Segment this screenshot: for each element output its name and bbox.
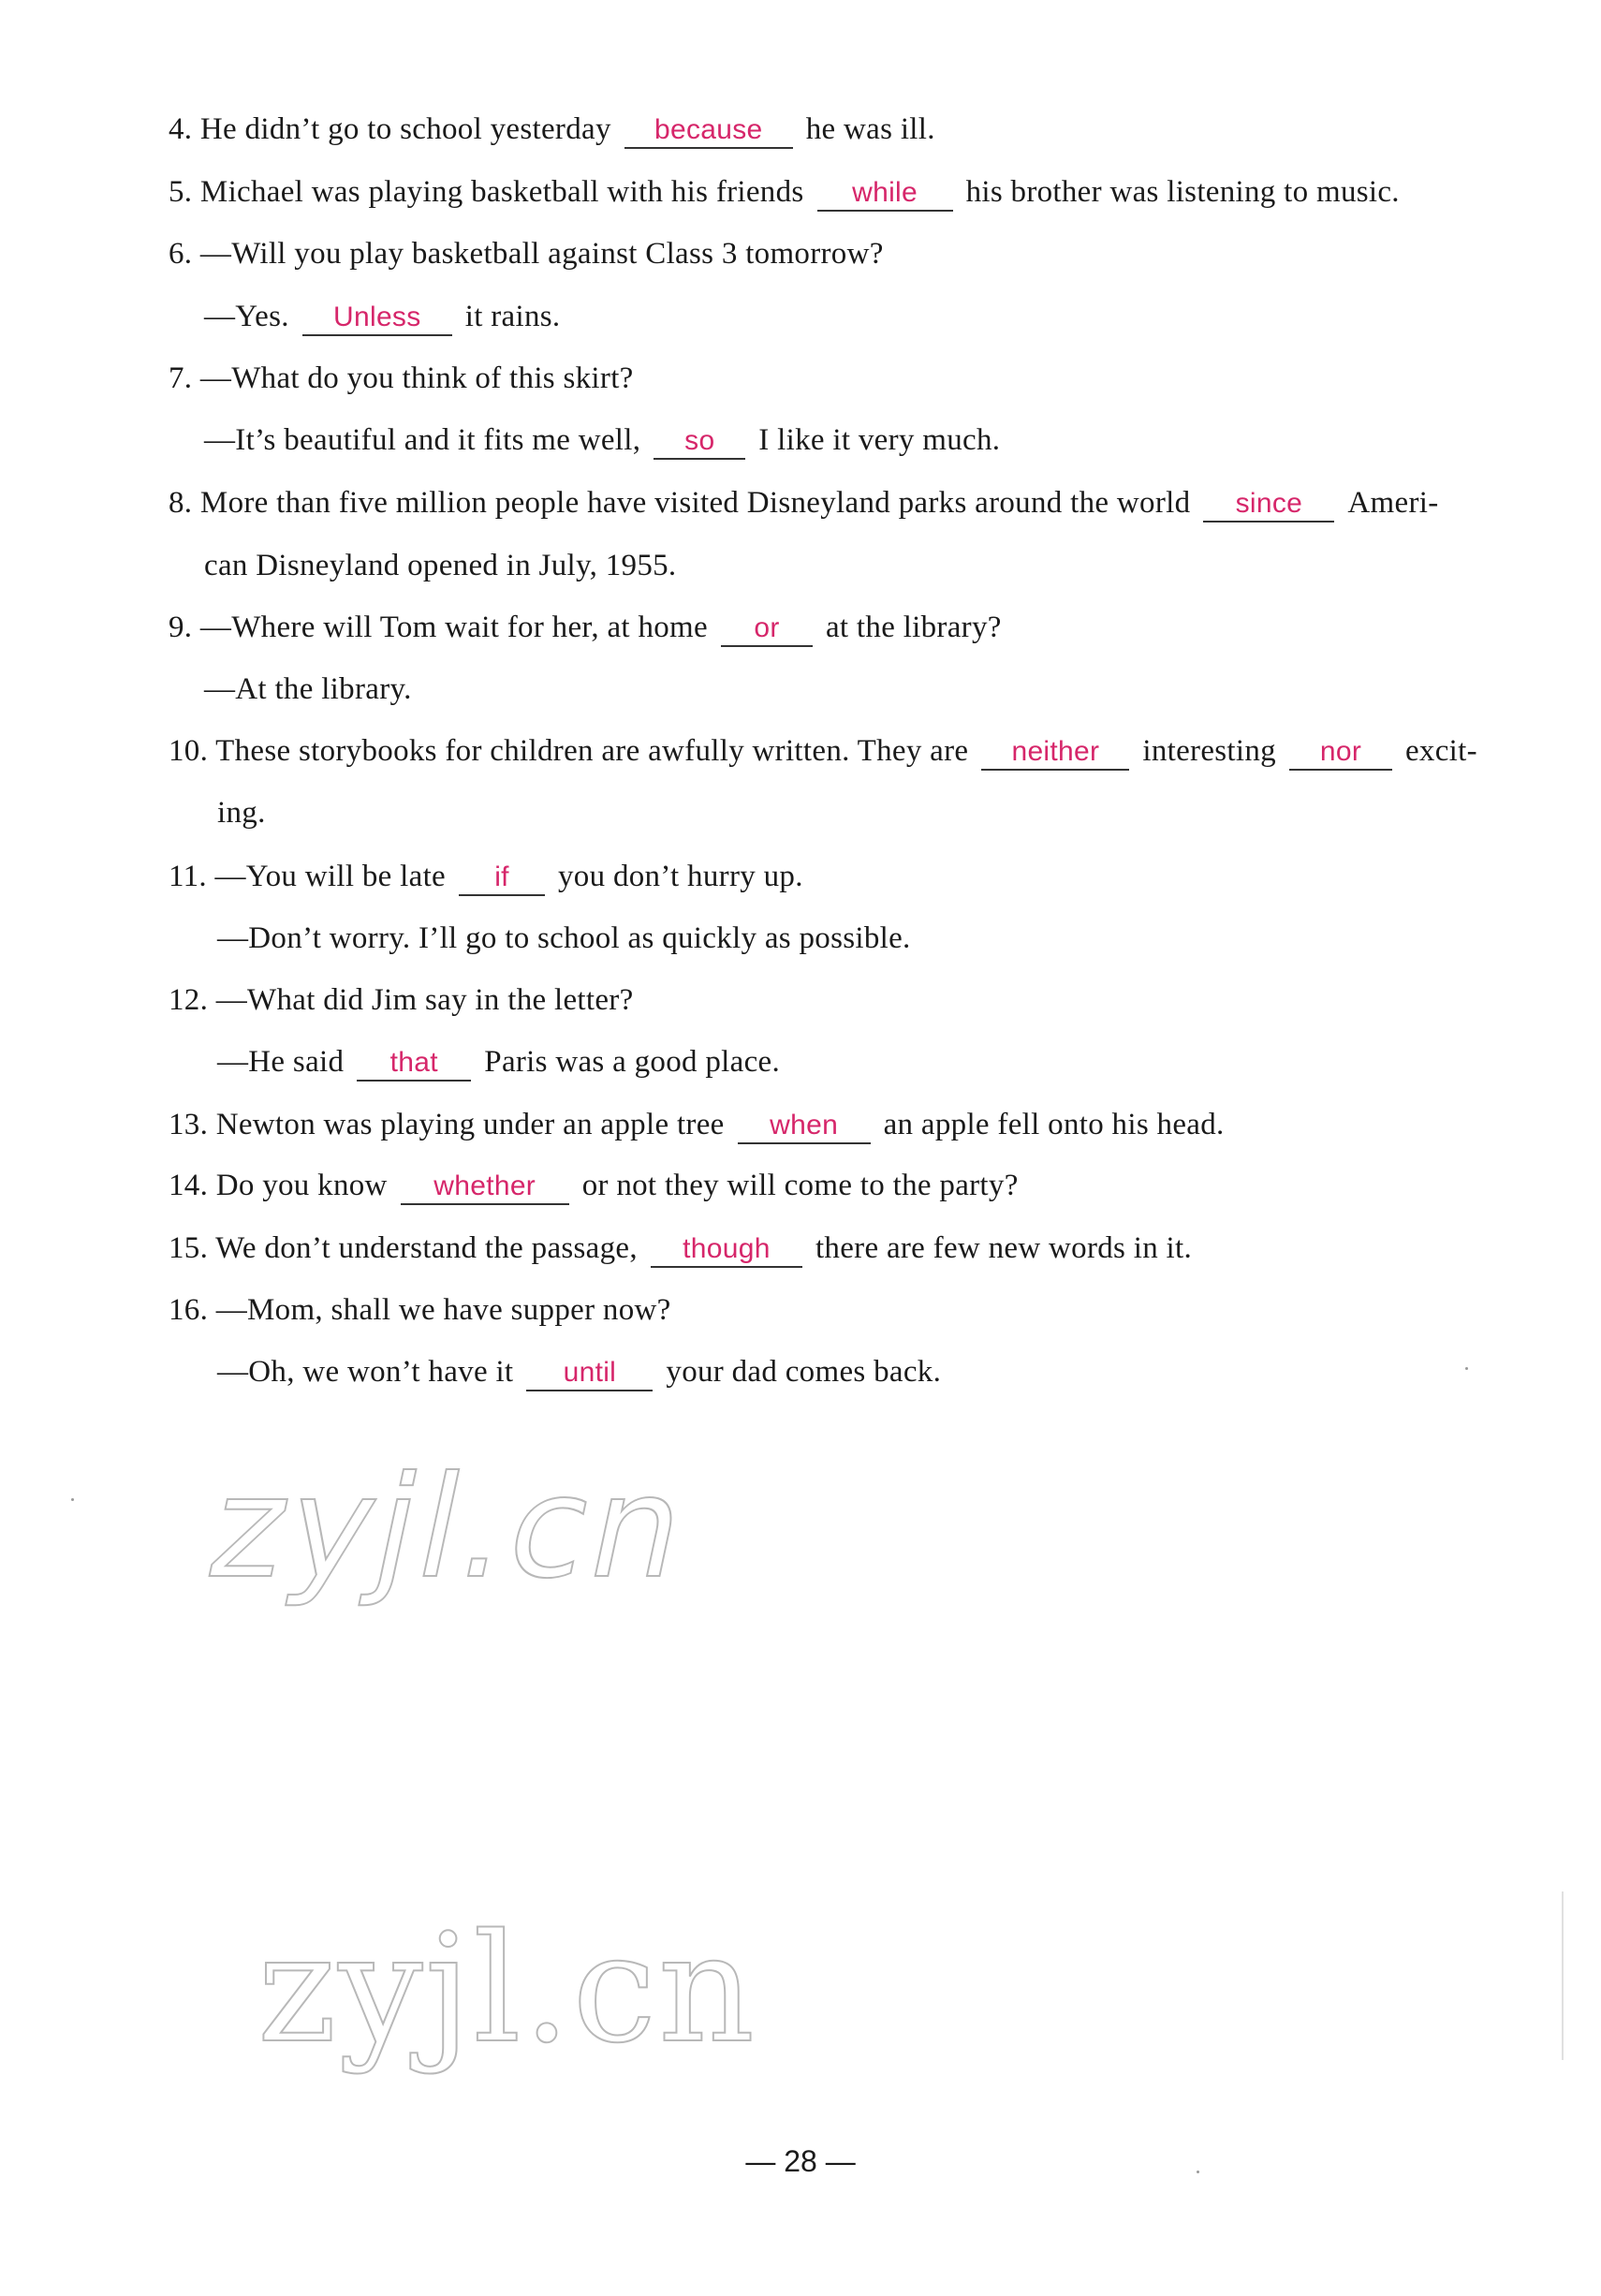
answer-blank: or	[721, 613, 813, 647]
answer-blank: that	[357, 1048, 471, 1082]
page-number: — 28 —	[745, 2144, 856, 2178]
answer-blank: since	[1203, 489, 1334, 522]
answer-blank: until	[526, 1358, 653, 1391]
watermark-logo: zyjl.cn	[257, 1901, 756, 2076]
answer-blank: neither	[981, 737, 1129, 771]
scan-edge-line	[1562, 1891, 1564, 2060]
question-7-reply: —It’s beautiful and it fits me well, so I like it very much.	[204, 421, 1000, 460]
question-10-continued: ing.	[217, 796, 266, 830]
speck-decoration	[71, 1498, 74, 1501]
answer-blank: while	[817, 178, 953, 212]
question-4: 4. He didn’t go to school yesterday because he was ill.	[169, 110, 935, 149]
answer-blank: when	[738, 1111, 871, 1144]
question-14: 14. Do you know whether or not they will come to the party?	[169, 1167, 1019, 1205]
question-12: 12. —What did Jim say in the letter?	[169, 983, 634, 1017]
answer-blank: because	[624, 115, 793, 149]
question-11-reply: —Don’t worry. I’ll go to school as quickly as possible.	[217, 921, 911, 955]
answer-blank: if	[459, 862, 545, 896]
question-10: 10. These storybooks for children are awfully written. They are neither interesting nor excit-	[169, 732, 1477, 771]
question-9: 9. —Where will Tom wait for her, at home or at the library?	[169, 609, 1002, 647]
answer-blank: Unless	[302, 302, 452, 336]
question-15: 15. We don’t understand the passage, though there are few new words in it.	[169, 1229, 1192, 1268]
question-6: 6. —Will you play basketball against Class 3 tomorrow?	[169, 237, 884, 271]
watermark-logo: zyjl.cn	[196, 1447, 703, 1610]
question-13: 13. Newton was playing under an apple tree when an apple fell onto his head.	[169, 1106, 1225, 1144]
speck-decoration	[1465, 1367, 1468, 1370]
answer-blank: whether	[401, 1171, 569, 1205]
question-16-reply: —Oh, we won’t have it until your dad comes back.	[217, 1353, 941, 1391]
answer-blank: so	[654, 426, 745, 460]
question-8: 8. More than five million people have visited Disneyland parks around the world since Ameri-	[169, 484, 1439, 522]
question-5: 5. Michael was playing basketball with his friends while his brother was listening to music.	[169, 173, 1400, 212]
question-9-reply: —At the library.	[204, 672, 412, 706]
question-11: 11. —You will be late if you don’t hurry up.	[169, 858, 803, 896]
question-7: 7. —What do you think of this skirt?	[169, 361, 634, 395]
question-8-continued: can Disneyland opened in July, 1955.	[204, 549, 677, 582]
answer-blank: though	[651, 1234, 802, 1268]
question-6-reply: —Yes. Unless it rains.	[204, 298, 560, 336]
answer-blank: nor	[1289, 737, 1392, 771]
question-12-reply: —He said that Paris was a good place.	[217, 1043, 780, 1082]
question-16: 16. —Mom, shall we have supper now?	[169, 1293, 671, 1327]
